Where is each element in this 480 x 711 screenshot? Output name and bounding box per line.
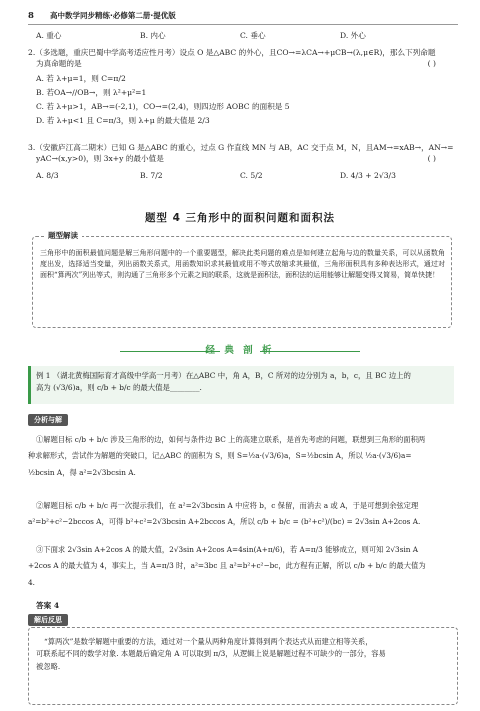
q2-stem-line2: 为真命题的是 [36,59,82,68]
step3-line2: +2cos A 的最大值为 4，事实上，当 A=π/3 时，a²=3bc 且 a²=b²+c²−bc，此方程有正解，所以 c/b + b/c 的最大值为 [28,561,426,571]
q3-stem-line2: yAC→(x,y>0)，则 3x+y 的最小值是 [36,154,164,163]
step2-line2: a²=b²+c²−2bccos A，可得 b²+c²=2√3bcsin A+2bccos A，所以 c/b + b/c = (b²+c²)/(bc) = 2√3sin A+2cos A. [28,517,421,527]
q3-option-c: C. 5/2 [240,171,263,180]
q3-answer-paren: ( ) [427,154,436,163]
book-title: 高中数学同步精练·必修第二册·提优版 [50,11,176,20]
q2-stem-line1: 2.（多选题，重庆巴蜀中学高考适应性月考）设点 O 是△ABC 的外心，且CO→=λCA→+μCB→(λ,μ∈R)，那么下列命题 [28,48,436,57]
q3-option-b: B. 7/2 [140,171,163,180]
q2-answer-paren: ( ) [427,59,436,68]
solution-step-1 [28,434,458,478]
q2-option-a: A. 若 λ+μ=1，则 C=π/2 [36,74,126,83]
q1-option-c: C. 垂心 [240,31,266,40]
q2-option-b: B. 若OA→//OB→，则 λ²+μ²=1 [36,88,147,97]
reflection-line1: “算两次”是数学解题中重要的方法，通过对一个量从两种角度计算得到两个表达式从而建立相等关系， [44,637,373,646]
solution-step-3 [28,544,458,588]
step1-line1: ①解题目标 c/b + b/c 涉及三角形的边，如何与条件边 BC 上的高建立联系，是首先考虑的问题，联想到三角形的面积两 [36,435,426,444]
reflection-text [36,636,450,673]
q3-option-d: D. 4/3 + 2√3/3 [340,171,396,180]
example-line2: 高为 (√3/6)a，则 c/b + b/c 的最大值是________. [36,382,202,392]
q3-option-a: A. 8/3 [36,171,59,180]
example-line1: 例 1 （湖北黄梅国际育才高级中学高一月考）在△ABC 中，角 A，B，C 所对的边分别为 a，b，c，且 BC 边上的 [36,371,411,380]
page-number: 8 [28,11,34,21]
answer: 答案 4 [36,601,60,610]
question-3 [28,142,458,184]
solution-step-2 [28,500,458,528]
q1-option-a: A. 重心 [36,31,62,40]
reflection-line2: 可联系起不同的数学对象. 本题最后确定角 A 可以取到 π/3，从逻辑上说是解题过程不可缺少的一部分，容易 [36,649,386,659]
q1-option-b: B. 内心 [140,31,166,40]
interpretation-text: 三角形中的面积最值问题是解三角形问题中的一个重要题型，解决此类问题的难点是如何建立起角与边的数量关系，可以从函数角度出发，选择适当变量，列出函数关系式，用函数知识求其最值或用不等式放缩求其最值，三角形面积具有多种表达形式，通过对面积“算两次”列出等式，则沟通了三角形多个元素之间的联系，这就是面积法，面积法的运用能够让解题变得又简易，简单快捷！ [40,249,445,279]
step2-line1: ②解题目标 c/b + b/c 再一次提示我们，在 a²=2√3bcsin A 中应将 b，c 保留，而消去 a 或 A，于是可想到余弦定理 [36,501,419,510]
step3-line3: 4. [28,577,35,587]
step1-line2: 种求解形式，尝试作为解题的突破口，记△ABC 的面积为 S，则 S=½a·(√3/6)a，S=½bcsin A，所以 ½a·(√3/6)a= [28,451,412,461]
q2-option-d: D. 若 λ+μ<1 且 C=π/3，则 λ+μ 的最大值是 2/3 [36,116,210,125]
q3-stem-line1: 3.（安徽庐江高二期末）已知 G 是△ABC 的重心，过点 G 作直线 MN 与 AB，AC 交于点 M，N，且AM→=xAB→，AN→= [28,143,454,152]
step1-line3: ½bcsin A，得 a²=2√3bcsin A. [28,467,136,477]
analysis-tag: 分析与解 [28,414,68,426]
section-title: 题型 4 三角形中的面积问题和面积法 [144,212,336,224]
question-2 [28,47,458,126]
step3-line1: ③下面求 2√3sin A+2cos A 的最大值，2√3sin A+2cos A=4sin(A+π/6)，若 A=π/3 能够成立，则可知 2√3sin A [36,545,419,554]
reflection-line3: 被忽略. [36,661,61,671]
interpretation-tag: 题型解读 [44,231,82,242]
example-1 [36,370,446,394]
q2-option-c: C. 若 λ+μ>1，AB→=(-2,1)，CO→=(2,4)，则四边形 AOBC 的面积是 5 [36,102,290,111]
q1-option-d: D. 外心 [340,31,366,40]
reflection-tag: 解后反思 [28,614,68,626]
analysis-heading: 经 典 剖 析 [205,345,275,356]
page-header [28,10,458,25]
